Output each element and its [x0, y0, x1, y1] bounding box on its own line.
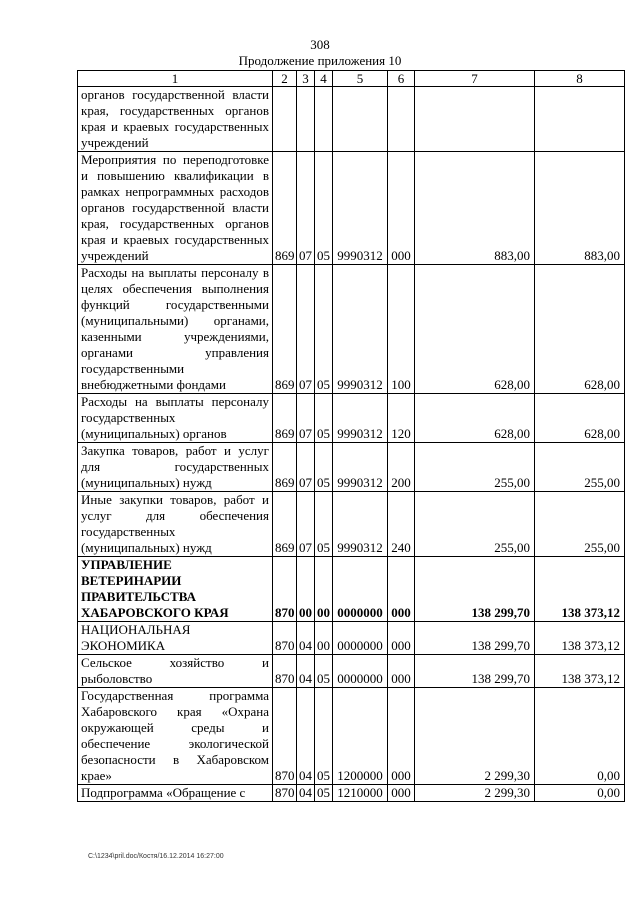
value-cell: 05 — [315, 655, 333, 688]
appendix-subtitle: Продолжение приложения 10 — [238, 53, 402, 68]
value-cell: 255,00 — [415, 492, 535, 557]
value-cell: 0000000 — [333, 622, 388, 655]
value-cell: 04 — [297, 655, 315, 688]
value-cell: 869 — [273, 492, 297, 557]
value-cell: 138 373,12 — [535, 622, 625, 655]
table-row — [78, 622, 625, 655]
column-header: 6 — [388, 71, 415, 87]
value-cell: 628,00 — [535, 265, 625, 394]
column-header: 2 — [273, 71, 297, 87]
value-cell: 628,00 — [415, 265, 535, 394]
file-path-footer: C:\1234\pril.doc/Костя/16.12.2014 16:27:00 — [88, 853, 224, 860]
value-cell — [388, 87, 415, 152]
expense-name-cell: Закупка товаров, работ и услуг для государственных (муниципальных) нужд — [78, 443, 273, 492]
value-cell — [315, 87, 333, 152]
value-cell: 870 — [273, 688, 297, 785]
column-header: 8 — [535, 71, 625, 87]
value-cell — [415, 87, 535, 152]
value-cell: 000 — [388, 655, 415, 688]
value-cell: 2 299,30 — [415, 688, 535, 785]
value-cell: 9990312 — [333, 152, 388, 265]
value-cell: 1200000 — [333, 688, 388, 785]
value-cell: 869 — [273, 152, 297, 265]
value-cell: 200 — [388, 443, 415, 492]
table-row — [78, 655, 625, 688]
value-cell: 05 — [315, 265, 333, 394]
value-cell — [273, 87, 297, 152]
value-cell — [333, 87, 388, 152]
value-cell: 0,00 — [535, 785, 625, 802]
value-cell: 138 373,12 — [535, 557, 625, 622]
table-row — [78, 785, 625, 802]
value-cell: 255,00 — [535, 443, 625, 492]
column-header: 1 — [78, 71, 273, 87]
value-cell: 138 373,12 — [535, 655, 625, 688]
expense-name-cell: НАЦИОНАЛЬНАЯ ЭКОНОМИКА — [78, 622, 273, 655]
value-cell: 0000000 — [333, 557, 388, 622]
value-cell: 240 — [388, 492, 415, 557]
value-cell: 870 — [273, 785, 297, 802]
value-cell: 00 — [315, 557, 333, 622]
column-header: 4 — [315, 71, 333, 87]
value-cell: 05 — [315, 785, 333, 802]
table-row — [78, 265, 625, 394]
value-cell: 870 — [273, 622, 297, 655]
expense-name-cell: Иные закупки товаров, работ и услуг для обеспечения государственных (муниципальных) нужд — [78, 492, 273, 557]
value-cell: 04 — [297, 785, 315, 802]
expense-name-cell: Расходы на выплаты персоналу в целях обеспечения выполнения функций государственными (муниципальными) органами, казенными учреждениями, органами управления государственными внебюджетными фондами — [78, 265, 273, 394]
value-cell: 138 299,70 — [415, 655, 535, 688]
value-cell: 883,00 — [415, 152, 535, 265]
expense-name-cell: Подпрограмма «Обращение с — [78, 785, 273, 802]
value-cell: 00 — [315, 622, 333, 655]
value-cell: 07 — [297, 443, 315, 492]
value-cell: 000 — [388, 622, 415, 655]
value-cell: 255,00 — [415, 443, 535, 492]
value-cell: 000 — [388, 688, 415, 785]
value-cell: 870 — [273, 557, 297, 622]
value-cell: 9990312 — [333, 394, 388, 443]
value-cell: 883,00 — [535, 152, 625, 265]
value-cell: 05 — [315, 492, 333, 557]
value-cell: 255,00 — [535, 492, 625, 557]
value-cell: 9990312 — [333, 443, 388, 492]
value-cell: 869 — [273, 394, 297, 443]
value-cell: 04 — [297, 622, 315, 655]
column-header: 5 — [333, 71, 388, 87]
value-cell: 07 — [297, 265, 315, 394]
value-cell: 9990312 — [333, 265, 388, 394]
expense-name-cell: УПРАВЛЕНИЕ ВЕТЕРИНАРИИ ПРАВИТЕЛЬСТВА ХАБАРОВСКОГО КРАЯ — [78, 557, 273, 622]
value-cell: 000 — [388, 152, 415, 265]
value-cell: 9990312 — [333, 492, 388, 557]
expense-name-cell: Государственная программа Хабаровского края «Охрана окружающей среды и обеспечение экологической безопасности в Хабаровском крае» — [78, 688, 273, 785]
value-cell: 2 299,30 — [415, 785, 535, 802]
expense-name-cell: органов государственной власти края, государственных органов края и краевых государственных учреждений — [78, 87, 273, 152]
value-cell: 00 — [297, 557, 315, 622]
table-row — [78, 492, 625, 557]
table-row — [78, 87, 625, 152]
value-cell: 04 — [297, 688, 315, 785]
table-header-row — [78, 71, 625, 87]
value-cell: 07 — [297, 492, 315, 557]
value-cell: 138 299,70 — [415, 557, 535, 622]
table-row — [78, 152, 625, 265]
value-cell: 869 — [273, 265, 297, 394]
expense-name-cell: Сельское хозяйство и рыболовство — [78, 655, 273, 688]
expense-name-cell: Мероприятия по переподготовке и повышению квалификации в рамках непрограммных расходов органов государственной власти края, государственных органов края и краевых государственных учреждений — [78, 152, 273, 265]
page-number: 308 — [310, 37, 330, 52]
value-cell: 07 — [297, 152, 315, 265]
value-cell: 1210000 — [333, 785, 388, 802]
table-row — [78, 443, 625, 492]
value-cell: 869 — [273, 443, 297, 492]
value-cell: 000 — [388, 557, 415, 622]
value-cell — [297, 87, 315, 152]
column-header: 3 — [297, 71, 315, 87]
value-cell: 05 — [315, 152, 333, 265]
value-cell: 05 — [315, 443, 333, 492]
value-cell: 05 — [315, 394, 333, 443]
value-cell: 100 — [388, 265, 415, 394]
value-cell: 0000000 — [333, 655, 388, 688]
value-cell: 628,00 — [415, 394, 535, 443]
value-cell — [535, 87, 625, 152]
value-cell: 000 — [388, 785, 415, 802]
value-cell: 628,00 — [535, 394, 625, 443]
value-cell: 0,00 — [535, 688, 625, 785]
value-cell: 07 — [297, 394, 315, 443]
value-cell: 138 299,70 — [415, 622, 535, 655]
table-row — [78, 688, 625, 785]
value-cell: 870 — [273, 655, 297, 688]
value-cell: 120 — [388, 394, 415, 443]
value-cell: 05 — [315, 688, 333, 785]
table-row — [78, 557, 625, 622]
table-row — [78, 394, 625, 443]
budget-table — [77, 70, 625, 802]
column-header: 7 — [415, 71, 535, 87]
expense-name-cell: Расходы на выплаты персоналу государственных (муниципальных) органов — [78, 394, 273, 443]
